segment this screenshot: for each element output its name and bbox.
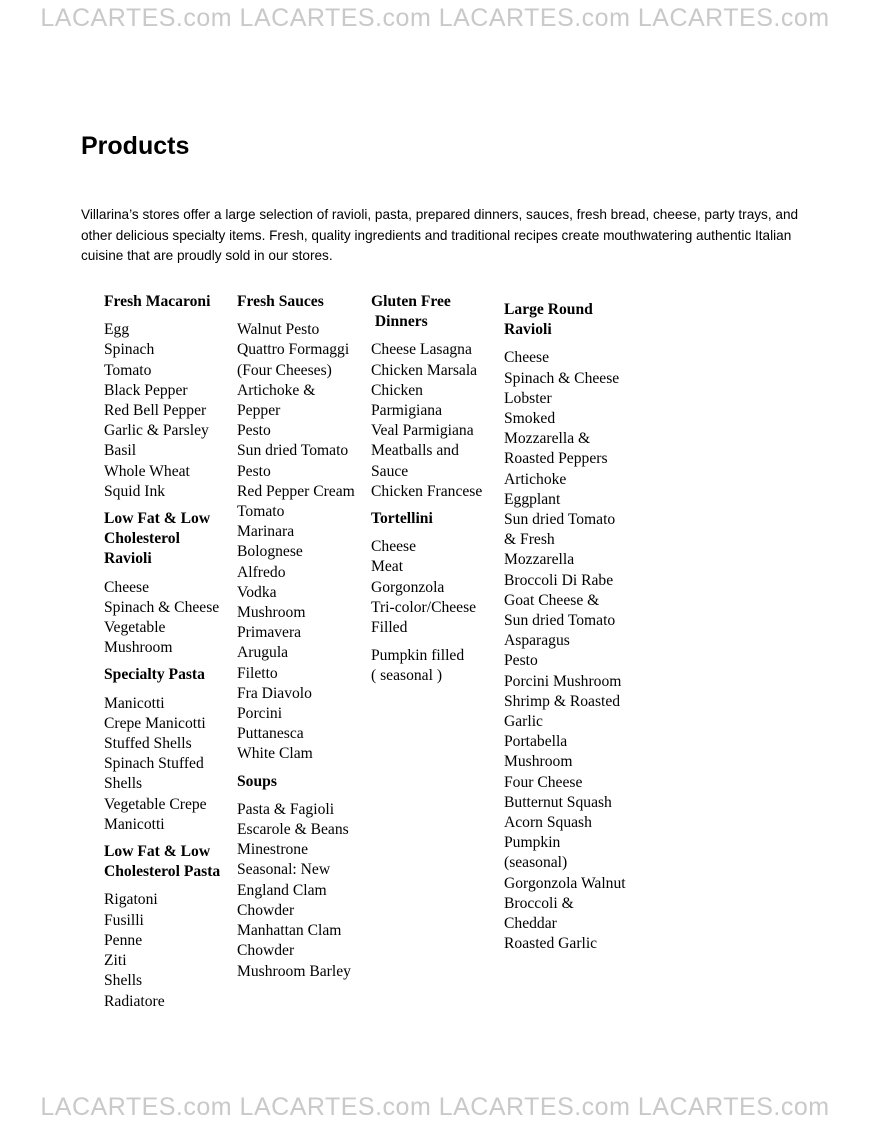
section-heading-line: Cholesterol <box>104 530 180 548</box>
product-item: Cheese <box>504 349 550 367</box>
product-list <box>237 800 355 982</box>
product-list <box>371 537 482 638</box>
product-item: Marinara <box>237 523 295 541</box>
product-item: Lobster <box>504 389 552 407</box>
product-item: Mushroom <box>237 604 306 622</box>
section-heading <box>371 509 482 529</box>
product-item: Vegetable <box>104 619 166 637</box>
product-item: Parmigiana <box>371 402 443 420</box>
section-heading <box>104 509 220 570</box>
section-heading <box>104 842 220 882</box>
section-heading <box>237 292 355 312</box>
column-3 <box>371 292 482 694</box>
product-item: Sun dried Tomato <box>504 511 616 529</box>
product-item: Goat Cheese & <box>504 591 600 609</box>
product-item: Arugula <box>237 644 289 662</box>
product-item: Black Pepper <box>104 381 188 399</box>
intro-paragraph: Villarina’s stores offer a large selection of ravioli, pasta, prepared dinners, sauces, fresh bread, cheese, party trays, and other delicious specialty items. Fresh, quality ingredients and traditional recipes create mouthwatering authentic Italian cuisine that are proudly sold in our stores. <box>81 207 799 263</box>
product-item: Eggplant <box>504 490 561 508</box>
product-item: Shells <box>104 972 143 990</box>
product-item: Quattro Formaggi <box>237 341 350 359</box>
product-item: Pesto <box>504 652 538 670</box>
product-item: Roasted Peppers <box>504 450 608 468</box>
product-item: Mozzarella & <box>504 430 591 448</box>
product-item: Manhattan Clam <box>237 922 342 940</box>
product-item: Sun dried Tomato <box>504 612 616 630</box>
product-item: (Four Cheeses) <box>237 361 332 379</box>
section-heading-line: Low Fat & Low <box>104 510 211 528</box>
section-heading-line: Fresh Macaroni <box>104 293 211 310</box>
section-heading-line: Ravioli <box>504 321 552 339</box>
column-1 <box>104 292 220 1019</box>
product-item: Seasonal: New <box>237 861 331 879</box>
product-item: Egg <box>104 321 130 339</box>
product-list <box>104 694 220 835</box>
product-item: Spinach & Cheese <box>104 598 220 616</box>
product-item: Pesto <box>237 462 271 480</box>
section-heading-line: Ravioli <box>104 550 152 568</box>
product-item: Four Cheese <box>504 773 583 791</box>
product-item: Porcini <box>237 705 283 723</box>
section-large-round-ravioli <box>504 300 626 955</box>
section-low-fat-pasta <box>104 842 220 1012</box>
product-item: Basil <box>104 442 137 460</box>
product-item: Sauce <box>371 462 409 480</box>
product-item: Pumpkin <box>504 834 561 852</box>
product-item: Walnut Pesto <box>237 321 320 339</box>
product-item: Tri-color/Cheese <box>371 598 477 616</box>
product-item: Whole Wheat <box>104 462 190 480</box>
product-item: Cheddar <box>504 915 557 933</box>
product-item: Artichoke & <box>237 381 316 399</box>
product-item: Portabella <box>504 733 568 751</box>
product-item: Chicken <box>371 381 423 399</box>
product-item: Manicotti <box>104 815 165 833</box>
product-item: Penne <box>104 931 143 949</box>
product-item: Mozzarella <box>504 551 575 569</box>
section-low-fat-ravioli <box>104 509 220 658</box>
product-list <box>104 890 220 1011</box>
product-item: Chowder <box>237 942 295 960</box>
product-note-line: Pumpkin filled <box>371 647 465 665</box>
product-note-line: ( seasonal ) <box>371 667 443 685</box>
product-item: Bolognese <box>237 543 303 561</box>
product-item: Artichoke <box>504 470 567 488</box>
product-item: Chowder <box>237 901 295 919</box>
product-item: Puttanesca <box>237 725 304 743</box>
section-heading <box>104 292 220 312</box>
product-item: Mushroom <box>104 639 173 657</box>
product-item: Broccoli & <box>504 894 574 912</box>
product-item: Spinach & Cheese <box>504 369 620 387</box>
column-2 <box>237 292 355 989</box>
product-item: Minestrone <box>237 841 309 859</box>
product-item: Broccoli Di Rabe <box>504 571 614 589</box>
product-item: Porcini Mushroom <box>504 672 622 690</box>
product-item: Vodka <box>237 583 277 601</box>
section-heading-line: Soups <box>237 772 277 790</box>
section-tortellini <box>371 509 482 687</box>
product-item: Chicken Marsala <box>371 361 478 379</box>
product-item: Pepper <box>237 402 281 420</box>
product-item: Mushroom Barley <box>237 962 351 980</box>
product-list <box>104 578 220 659</box>
product-item: Red Bell Pepper <box>104 402 207 420</box>
product-item: Rigatoni <box>104 891 158 909</box>
watermark-bottom: LACARTES.com LACARTES.com LACARTES.com LACARTES.com <box>40 1093 830 1121</box>
product-note <box>371 646 482 686</box>
product-item: Tomato <box>104 361 152 379</box>
product-item: Tomato <box>237 503 285 521</box>
product-item: Asparagus <box>504 632 570 650</box>
section-heading-line: Low Fat & Low <box>104 843 211 861</box>
section-specialty-pasta <box>104 665 220 835</box>
section-heading-line: Specialty Pasta <box>104 666 205 684</box>
section-heading-line: Cholesterol Pasta <box>104 863 221 881</box>
product-item: Spinach <box>104 341 155 359</box>
section-heading-line: Tortellini <box>371 510 433 528</box>
product-item: Red Pepper Cream <box>237 482 355 500</box>
section-heading <box>104 665 220 685</box>
section-gluten-free-dinners <box>371 292 482 502</box>
product-item: Manicotti <box>104 694 165 712</box>
column-4 <box>504 292 626 955</box>
product-item: Alfredo <box>237 563 286 581</box>
section-soups <box>237 772 355 982</box>
section-heading-line: Gluten Free <box>371 293 451 310</box>
section-heading-line: Large Round <box>504 301 593 318</box>
product-item: Fra Diavolo <box>237 684 312 702</box>
product-item: Pesto <box>237 422 271 440</box>
product-item: England Clam <box>237 881 327 899</box>
product-list <box>104 320 220 502</box>
product-item: Filled <box>371 619 408 637</box>
section-heading-line: Dinners <box>371 313 428 331</box>
product-item: Gorgonzola <box>371 578 445 596</box>
product-item: Spinach Stuffed <box>104 755 204 773</box>
product-list <box>371 340 482 502</box>
product-item: Ziti <box>104 952 127 970</box>
product-item: Roasted Garlic <box>504 935 598 953</box>
section-heading <box>504 300 626 340</box>
product-item: Filetto <box>237 664 278 682</box>
product-item: Cheese <box>371 538 417 556</box>
product-item: White Clam <box>237 745 313 763</box>
product-list <box>237 320 355 764</box>
product-item: Stuffed Shells <box>104 735 192 753</box>
product-list <box>504 348 626 954</box>
product-item: Meat <box>371 558 404 576</box>
product-item: Sun dried Tomato <box>237 442 349 460</box>
section-heading-line: Fresh Sauces <box>237 293 324 310</box>
section-fresh-macaroni <box>104 292 220 502</box>
product-item: Escarole & Beans <box>237 821 349 839</box>
product-item: Shells <box>104 775 143 793</box>
product-item: Vegetable Crepe <box>104 795 207 813</box>
product-item: Cheese <box>104 578 150 596</box>
page-title: Products <box>81 132 190 160</box>
product-item: Radiatore <box>104 992 165 1010</box>
watermark-top: LACARTES.com LACARTES.com LACARTES.com LACARTES.com <box>40 4 830 32</box>
product-item: Pasta & Fagioli <box>237 800 335 818</box>
product-item: Mushroom <box>504 753 573 771</box>
product-item: (seasonal) <box>504 854 568 872</box>
product-item: Chicken Francese <box>371 482 483 500</box>
product-item: Primavera <box>237 624 302 642</box>
section-fresh-sauces <box>237 292 355 765</box>
product-item: Cheese Lasagna <box>371 341 472 359</box>
product-item: Butternut Squash <box>504 793 612 811</box>
product-item: Garlic <box>504 713 543 731</box>
product-item: Smoked <box>504 410 556 428</box>
product-item: Gorgonzola Walnut <box>504 874 626 892</box>
section-heading <box>371 292 482 332</box>
product-item: Shrimp & Roasted <box>504 692 621 710</box>
product-item: Meatballs and <box>371 442 459 460</box>
product-item: Veal Parmigiana <box>371 422 474 440</box>
section-heading <box>237 772 355 792</box>
product-item: Acorn Squash <box>504 814 592 832</box>
product-item: Squid Ink <box>104 482 166 500</box>
product-item: Crepe Manicotti <box>104 714 206 732</box>
product-item: Garlic & Parsley <box>104 422 209 440</box>
product-item: & Fresh <box>504 531 555 549</box>
product-item: Fusilli <box>104 911 144 929</box>
